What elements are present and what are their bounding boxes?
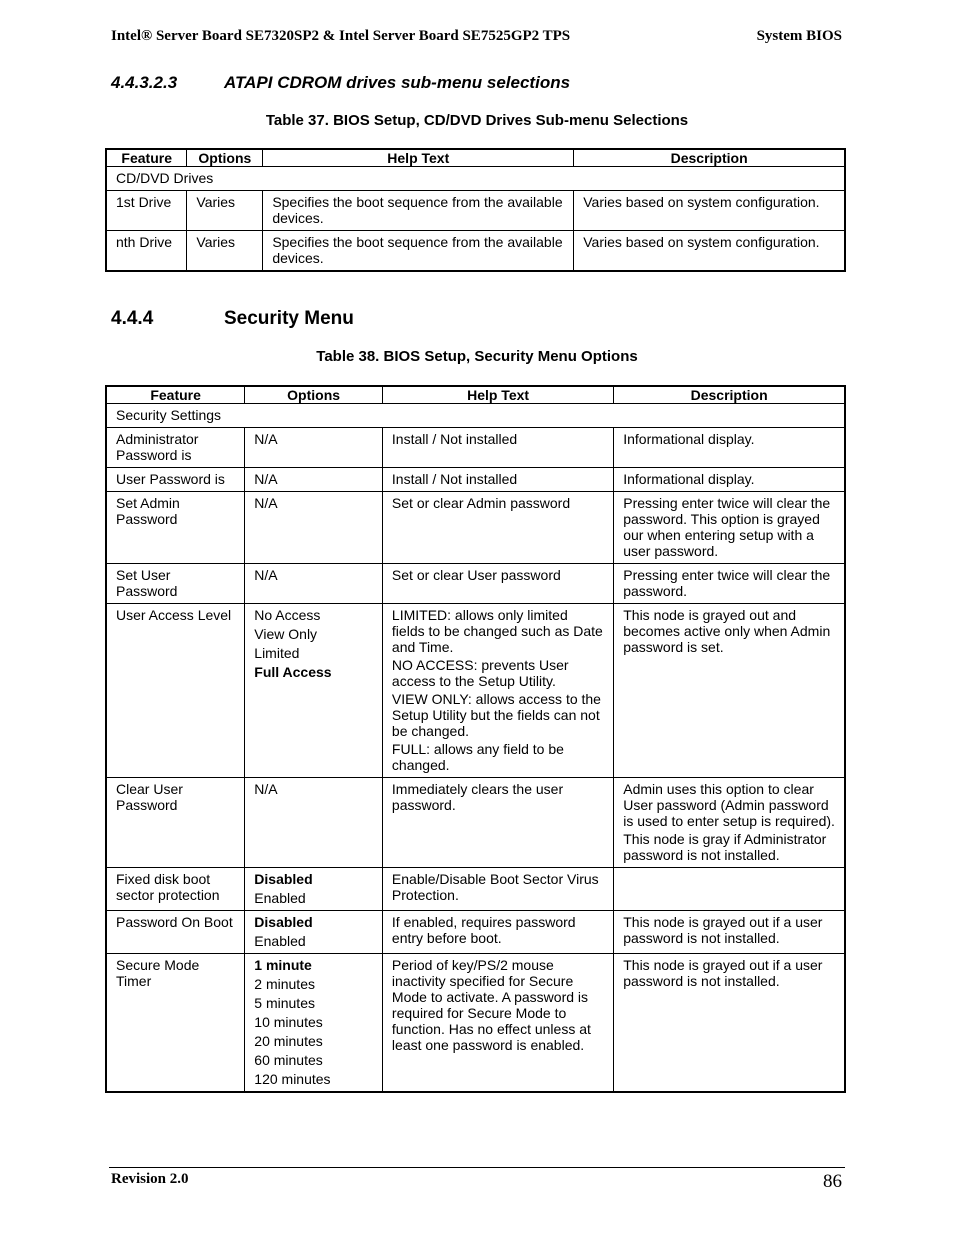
description-paragraph: Informational display. xyxy=(623,431,755,447)
table-cell-options xyxy=(245,954,383,1093)
table-cell-help xyxy=(382,564,613,604)
table-cell-options xyxy=(245,604,383,778)
table-row xyxy=(106,604,845,778)
table38-header-row xyxy=(106,386,845,404)
option-value: Disabled xyxy=(254,871,313,887)
option-value: View Only xyxy=(254,626,318,642)
help-paragraph: VIEW ONLY: allows access to the Setup Utility but the fields can not be changed. xyxy=(391,691,601,739)
help-paragraph: Enable/Disable Boot Sector Virus Protection. xyxy=(391,871,599,903)
table-cell-description xyxy=(614,954,845,1093)
table-cell-help xyxy=(382,911,613,954)
group-label: Security Settings xyxy=(106,404,845,428)
option-value: Limited xyxy=(254,645,300,661)
option-value: N/A xyxy=(254,495,278,511)
description-paragraph: This node is grayed out and becomes active only when Admin password is set. xyxy=(623,607,831,655)
table-cell-description xyxy=(614,492,845,564)
description-paragraph: This node is gray if Administrator password is not installed. xyxy=(623,831,827,863)
table-cell-help xyxy=(382,468,613,492)
table-cell-options xyxy=(245,911,383,954)
table-cell-options: Varies xyxy=(187,231,263,272)
table-cell-feature: nth Drive xyxy=(106,231,187,272)
option-value: 5 minutes xyxy=(254,995,315,1011)
table-cell-description xyxy=(614,428,845,468)
table-cell-feature: Administrator Password is xyxy=(106,428,245,468)
footer-revision: Revision 2.0 xyxy=(111,1171,189,1187)
table-cell-help xyxy=(382,428,613,468)
column-header: Options xyxy=(245,386,383,404)
table-row xyxy=(106,778,845,868)
section-heading-atapi xyxy=(111,73,570,93)
table37-group-row xyxy=(106,167,845,191)
table-cell-help: Specifies the boot sequence from the available devices. xyxy=(263,231,574,272)
help-paragraph: FULL: allows any field to be changed. xyxy=(391,741,564,773)
table-row xyxy=(106,428,845,468)
table-cell-options xyxy=(245,778,383,868)
help-paragraph: If enabled, requires password entry before boot. xyxy=(391,914,576,946)
table-cell-feature: 1st Drive xyxy=(106,191,187,231)
table-cell-feature: User Password is xyxy=(106,468,245,492)
table-row xyxy=(106,954,845,1093)
help-paragraph: Install / Not installed xyxy=(391,431,518,447)
option-value: 20 minutes xyxy=(254,1033,323,1049)
help-paragraph: Set or clear User password xyxy=(391,567,561,583)
table-cell-help xyxy=(382,604,613,778)
table38-caption: Table 38. BIOS Setup, Security Menu Options xyxy=(316,348,638,365)
column-header: Description xyxy=(614,386,845,404)
table38-group-row xyxy=(106,404,845,428)
column-header: Feature xyxy=(106,386,245,404)
option-value: N/A xyxy=(254,431,278,447)
help-paragraph: Install / Not installed xyxy=(391,471,518,487)
table-row xyxy=(106,492,845,564)
table-cell-description xyxy=(614,564,845,604)
table-cell-feature: Set User Password xyxy=(106,564,245,604)
table-cell-options xyxy=(245,492,383,564)
table37-caption: Table 37. BIOS Setup, CD/DVD Drives Sub-menu Selections xyxy=(265,112,689,129)
table37 xyxy=(105,148,846,272)
option-value: 1 minute xyxy=(254,957,312,973)
table-cell-options xyxy=(245,468,383,492)
table-cell-description: Varies based on system configuration. xyxy=(574,231,845,272)
column-header: Description xyxy=(574,149,845,167)
description-paragraph: Admin uses this option to clear User password (Admin password is used to enter setup is required). xyxy=(623,781,835,829)
table-cell-description xyxy=(614,911,845,954)
table-cell-feature: Set Admin Password xyxy=(106,492,245,564)
table-cell-feature: Fixed disk boot sector protection xyxy=(106,868,245,911)
description-paragraph: This node is grayed out if a user password is not installed. xyxy=(623,957,823,989)
description-paragraph: Informational display. xyxy=(623,471,755,487)
table-cell-options xyxy=(245,868,383,911)
description-paragraph: Pressing enter twice will clear the password. This option is grayed our when entering setup with a user password. xyxy=(623,495,831,559)
help-paragraph: Period of key/PS/2 mouse inactivity specified for Secure Mode to activate. A password is required for Secure Mode to function. Has no effect unless at least one password is enabled. xyxy=(391,957,591,1053)
table-cell-description: Varies based on system configuration. xyxy=(574,191,845,231)
section-number: 4.4.4 xyxy=(111,308,154,329)
table-row xyxy=(106,564,845,604)
section-title: ATAPI CDROM drives sub-menu selections xyxy=(224,73,571,92)
footer-divider xyxy=(109,1167,845,1168)
help-paragraph: LIMITED: allows only limited fields to be changed such as Date and Time. xyxy=(391,607,603,655)
section-number: 4.4.3.2.3 xyxy=(111,73,178,92)
table-cell-feature: Password On Boot xyxy=(106,911,245,954)
table-cell-description xyxy=(614,468,845,492)
option-value: Full Access xyxy=(254,664,332,680)
option-value: 2 minutes xyxy=(254,976,315,992)
option-value: 10 minutes xyxy=(254,1014,323,1030)
table37-header-row xyxy=(106,149,845,167)
option-value: N/A xyxy=(254,781,278,797)
table-cell-help xyxy=(382,954,613,1093)
table-cell-help xyxy=(382,492,613,564)
help-paragraph: Immediately clears the user password. xyxy=(391,781,564,813)
option-value: 60 minutes xyxy=(254,1052,323,1068)
table-row xyxy=(106,868,845,911)
table-row xyxy=(106,191,845,231)
table-cell-help: Specifies the boot sequence from the available devices. xyxy=(263,191,574,231)
table-row xyxy=(106,468,845,492)
option-value: 120 minutes xyxy=(254,1071,331,1087)
description-paragraph: This node is grayed out if a user password is not installed. xyxy=(623,914,823,946)
column-header: Help Text xyxy=(382,386,613,404)
table38 xyxy=(105,385,846,1093)
column-header: Options xyxy=(187,149,263,167)
table-cell-description xyxy=(614,604,845,778)
option-value: No Access xyxy=(254,607,321,623)
column-header: Feature xyxy=(106,149,187,167)
option-value: Disabled xyxy=(254,914,313,930)
table-cell-help xyxy=(382,868,613,911)
option-value: N/A xyxy=(254,567,278,583)
table-cell-description xyxy=(614,868,845,911)
table-row xyxy=(106,231,845,272)
table-cell-feature: Clear User Password xyxy=(106,778,245,868)
section-title: Security Menu xyxy=(224,308,354,329)
help-paragraph: NO ACCESS: prevents User access to the Setup Utility. xyxy=(391,657,569,689)
table-cell-options xyxy=(245,564,383,604)
option-value: Enabled xyxy=(254,890,306,906)
option-value: N/A xyxy=(254,471,278,487)
section-heading-security xyxy=(111,308,354,330)
running-header-title: Intel® Server Board SE7320SP2 & Intel Server Board SE7525GP2 TPS xyxy=(111,28,571,44)
help-paragraph: Set or clear Admin password xyxy=(391,495,571,511)
table-cell-description xyxy=(614,778,845,868)
group-label: CD/DVD Drives xyxy=(106,167,845,191)
table-row xyxy=(106,911,845,954)
page-number: 86 xyxy=(823,1171,842,1192)
option-value: Enabled xyxy=(254,933,306,949)
table-cell-options xyxy=(245,428,383,468)
running-header-section: System BIOS xyxy=(756,28,842,44)
column-header: Help Text xyxy=(263,149,574,167)
table-cell-feature: User Access Level xyxy=(106,604,245,778)
table-cell-help xyxy=(382,778,613,868)
description-paragraph: Pressing enter twice will clear the password. xyxy=(623,567,831,599)
table-cell-feature: Secure Mode Timer xyxy=(106,954,245,1093)
table-cell-options: Varies xyxy=(187,191,263,231)
